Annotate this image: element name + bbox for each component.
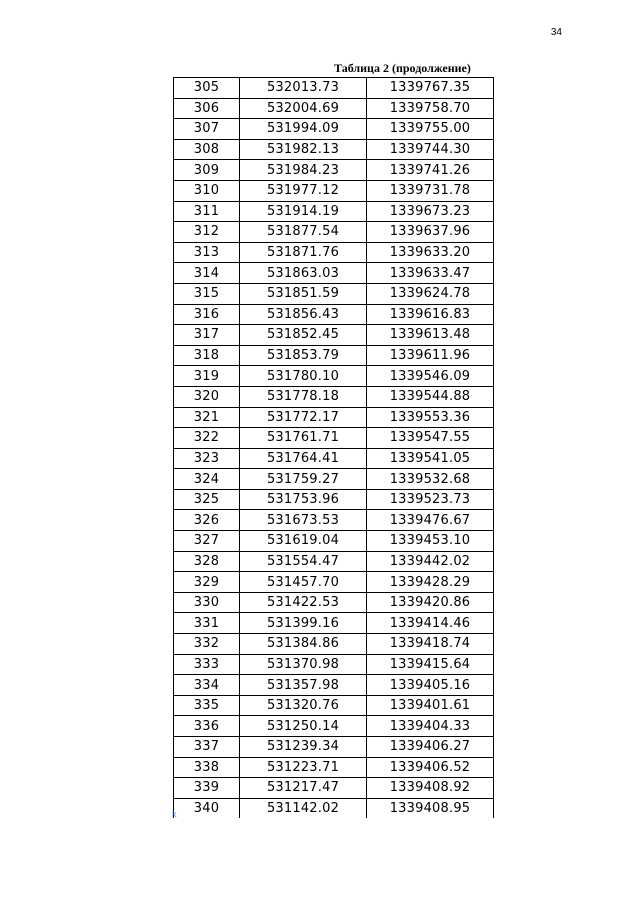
point-number-cell: 320: [174, 386, 240, 407]
table-row: [174, 634, 494, 655]
x-coordinate-cell: 531856.43: [240, 304, 367, 325]
table-row: [174, 428, 494, 449]
table-row: [174, 654, 494, 675]
table-row: [174, 283, 494, 304]
table-row: [174, 489, 494, 510]
table-row: [174, 798, 494, 818]
table-row: [174, 366, 494, 387]
point-number-cell: 338: [174, 757, 240, 778]
point-number-cell: 317: [174, 325, 240, 346]
table-row: [174, 531, 494, 552]
page-number: 34: [550, 27, 562, 38]
table-row: [174, 592, 494, 613]
x-coordinate-cell: 531357.98: [240, 675, 367, 696]
x-coordinate-cell: 531780.10: [240, 366, 367, 387]
x-coordinate-cell: 531619.04: [240, 531, 367, 552]
y-coordinate-cell: 1339408.95: [367, 798, 494, 818]
table-row: [174, 695, 494, 716]
x-coordinate-cell: 531778.18: [240, 386, 367, 407]
coordinates-table: [173, 77, 494, 818]
point-number-cell: 316: [174, 304, 240, 325]
point-number-cell: 315: [174, 283, 240, 304]
table-row: [174, 345, 494, 366]
x-coordinate-cell: 531554.47: [240, 551, 367, 572]
table-row: [174, 201, 494, 222]
x-coordinate-cell: 531994.09: [240, 119, 367, 140]
table-row: [174, 304, 494, 325]
x-coordinate-cell: 531370.98: [240, 654, 367, 675]
point-number-cell: 332: [174, 634, 240, 655]
point-number-cell: 324: [174, 469, 240, 490]
y-coordinate-cell: 1339404.33: [367, 716, 494, 737]
x-coordinate-cell: 531320.76: [240, 695, 367, 716]
y-coordinate-cell: 1339633.47: [367, 263, 494, 284]
y-coordinate-cell: 1339415.64: [367, 654, 494, 675]
table-row: [174, 160, 494, 181]
point-number-cell: 313: [174, 242, 240, 263]
point-number-cell: 326: [174, 510, 240, 531]
y-coordinate-cell: 1339420.86: [367, 592, 494, 613]
point-number-cell: 312: [174, 222, 240, 243]
y-coordinate-cell: 1339453.10: [367, 531, 494, 552]
point-number-cell: 310: [174, 180, 240, 201]
y-coordinate-cell: 1339532.68: [367, 469, 494, 490]
y-coordinate-cell: 1339755.00: [367, 119, 494, 140]
x-coordinate-cell: 531977.12: [240, 180, 367, 201]
x-coordinate-cell: 531984.23: [240, 160, 367, 181]
y-coordinate-cell: 1339476.67: [367, 510, 494, 531]
x-coordinate-cell: 531673.53: [240, 510, 367, 531]
point-number-cell: 329: [174, 572, 240, 593]
x-coordinate-cell: 531142.02: [240, 798, 367, 818]
y-coordinate-cell: 1339547.55: [367, 428, 494, 449]
table-row: [174, 180, 494, 201]
y-coordinate-cell: 1339428.29: [367, 572, 494, 593]
y-coordinate-cell: 1339414.46: [367, 613, 494, 634]
x-coordinate-cell: 532004.69: [240, 98, 367, 119]
point-number-cell: 340: [174, 798, 240, 818]
y-coordinate-cell: 1339553.36: [367, 407, 494, 428]
table-row: [174, 448, 494, 469]
point-number-cell: 328: [174, 551, 240, 572]
x-coordinate-cell: 531863.03: [240, 263, 367, 284]
table-row: [174, 325, 494, 346]
table-row: [174, 716, 494, 737]
point-number-cell: 322: [174, 428, 240, 449]
x-coordinate-cell: 531399.16: [240, 613, 367, 634]
x-coordinate-cell: 531853.79: [240, 345, 367, 366]
y-coordinate-cell: 1339544.88: [367, 386, 494, 407]
x-coordinate-cell: 531851.59: [240, 283, 367, 304]
point-number-cell: 314: [174, 263, 240, 284]
y-coordinate-cell: 1339401.61: [367, 695, 494, 716]
x-coordinate-cell: 531772.17: [240, 407, 367, 428]
x-coordinate-cell: 531422.53: [240, 592, 367, 613]
point-number-cell: 306: [174, 98, 240, 119]
y-coordinate-cell: 1339418.74: [367, 634, 494, 655]
point-number-cell: 309: [174, 160, 240, 181]
x-coordinate-cell: 531852.45: [240, 325, 367, 346]
point-number-cell: 307: [174, 119, 240, 140]
x-coordinate-cell: 531764.41: [240, 448, 367, 469]
point-number-cell: 331: [174, 613, 240, 634]
x-coordinate-cell: 531223.71: [240, 757, 367, 778]
y-coordinate-cell: 1339611.96: [367, 345, 494, 366]
point-number-cell: 311: [174, 201, 240, 222]
point-number-cell: 305: [174, 78, 240, 99]
point-number-cell: 327: [174, 531, 240, 552]
point-number-cell: 323: [174, 448, 240, 469]
y-coordinate-cell: 1339442.02: [367, 551, 494, 572]
table-row: [174, 469, 494, 490]
x-coordinate-cell: 532013.73: [240, 78, 367, 99]
x-coordinate-cell: 531914.19: [240, 201, 367, 222]
y-coordinate-cell: 1339523.73: [367, 489, 494, 510]
x-coordinate-cell: 531759.27: [240, 469, 367, 490]
point-number-cell: 334: [174, 675, 240, 696]
table-row: [174, 222, 494, 243]
y-coordinate-cell: 1339633.20: [367, 242, 494, 263]
coordinates-table-container: [173, 77, 493, 818]
point-number-cell: 335: [174, 695, 240, 716]
table-row: [174, 78, 494, 99]
y-coordinate-cell: 1339406.27: [367, 737, 494, 758]
x-coordinate-cell: 531871.76: [240, 242, 367, 263]
table-row: [174, 386, 494, 407]
y-coordinate-cell: 1339741.26: [367, 160, 494, 181]
table-row: [174, 119, 494, 140]
coordinates-table-body: [174, 78, 494, 819]
corner-mark: k: [172, 810, 177, 819]
point-number-cell: 308: [174, 139, 240, 160]
y-coordinate-cell: 1339408.92: [367, 778, 494, 799]
x-coordinate-cell: 531877.54: [240, 222, 367, 243]
x-coordinate-cell: 531217.47: [240, 778, 367, 799]
y-coordinate-cell: 1339546.09: [367, 366, 494, 387]
y-coordinate-cell: 1339731.78: [367, 180, 494, 201]
table-row: [174, 98, 494, 119]
table-row: [174, 139, 494, 160]
table-row: [174, 613, 494, 634]
point-number-cell: 325: [174, 489, 240, 510]
x-coordinate-cell: 531239.34: [240, 737, 367, 758]
table-row: [174, 242, 494, 263]
table-row: [174, 778, 494, 799]
x-coordinate-cell: 531457.70: [240, 572, 367, 593]
y-coordinate-cell: 1339406.52: [367, 757, 494, 778]
table-row: [174, 572, 494, 593]
table-row: [174, 757, 494, 778]
x-coordinate-cell: 531250.14: [240, 716, 367, 737]
x-coordinate-cell: 531761.71: [240, 428, 367, 449]
y-coordinate-cell: 1339613.48: [367, 325, 494, 346]
point-number-cell: 319: [174, 366, 240, 387]
point-number-cell: 339: [174, 778, 240, 799]
y-coordinate-cell: 1339616.83: [367, 304, 494, 325]
y-coordinate-cell: 1339758.70: [367, 98, 494, 119]
table-caption: Таблица 2 (продолжение): [334, 61, 471, 75]
y-coordinate-cell: 1339744.30: [367, 139, 494, 160]
y-coordinate-cell: 1339624.78: [367, 283, 494, 304]
table-row: [174, 263, 494, 284]
table-row: [174, 737, 494, 758]
table-row: [174, 551, 494, 572]
x-coordinate-cell: 531982.13: [240, 139, 367, 160]
x-coordinate-cell: 531753.96: [240, 489, 367, 510]
y-coordinate-cell: 1339637.96: [367, 222, 494, 243]
point-number-cell: 330: [174, 592, 240, 613]
point-number-cell: 318: [174, 345, 240, 366]
point-number-cell: 337: [174, 737, 240, 758]
table-row: [174, 675, 494, 696]
table-row: [174, 407, 494, 428]
point-number-cell: 336: [174, 716, 240, 737]
y-coordinate-cell: 1339767.35: [367, 78, 494, 99]
y-coordinate-cell: 1339673.23: [367, 201, 494, 222]
table-row: [174, 510, 494, 531]
y-coordinate-cell: 1339405.16: [367, 675, 494, 696]
point-number-cell: 333: [174, 654, 240, 675]
y-coordinate-cell: 1339541.05: [367, 448, 494, 469]
point-number-cell: 321: [174, 407, 240, 428]
x-coordinate-cell: 531384.86: [240, 634, 367, 655]
